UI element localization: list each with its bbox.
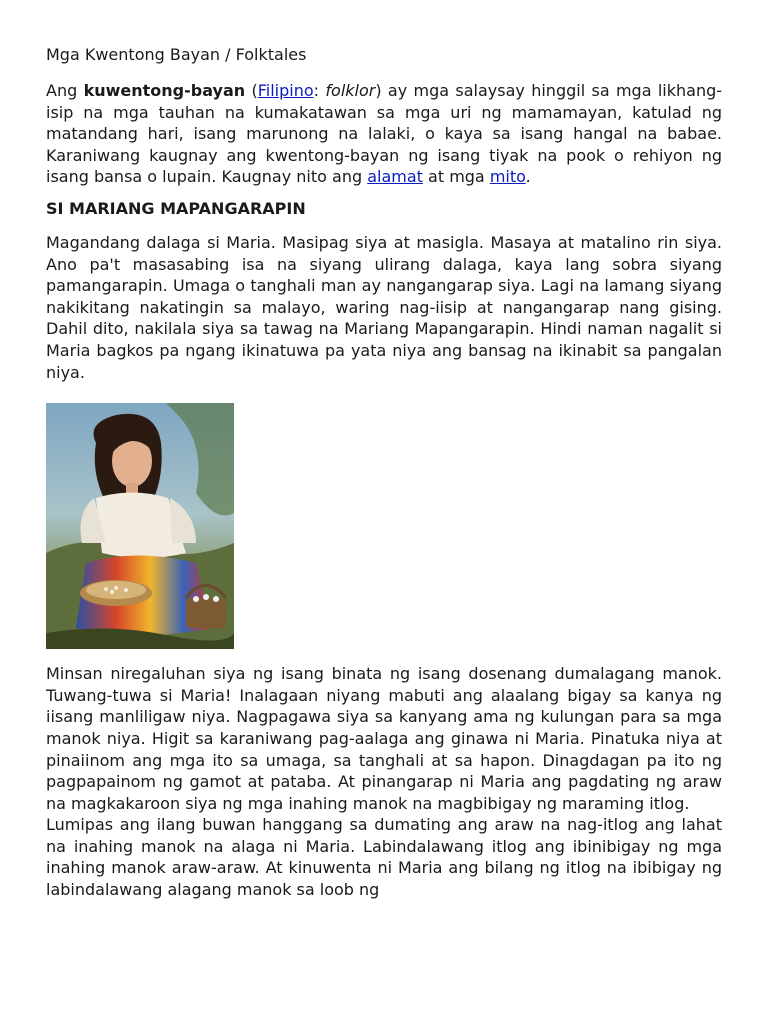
story-paragraph-3: Lumipas ang ilang buwan hanggang sa dumating ang araw na nag-itlog ang lahat na inahing manok na alaga ni Maria. Labindalawang itlog ang ibinibigay ng mga inahing manok araw-araw. At kinuwenta ni Maria ang bilang ng itlog na ibibigay ng labindalawang alagang manok sa loob ng [46,815,722,900]
link-alamat[interactable]: alamat [367,167,423,187]
intro-text-ang: Ang [46,81,84,100]
intro-term: kuwentong-bayan [83,81,246,100]
intro-paragraph [46,80,722,188]
intro-folklor: folklor [325,81,376,100]
intro-colon: : [313,81,326,100]
intro-text-end: . [525,167,531,187]
maria-painting-image [46,403,234,649]
intro-text-rest2: at mga [422,167,490,187]
intro-text-rest1: ) ay mga salaysay hinggil sa mga likhang-isip na mga tauhan na kumakatawan sa mga uri ng mamamayan, katulad ng matandang hari, isang marunong na lalaki, o kaya sa isang hangal na babae. Karaniwang kaugnay ang kwentong-bayan ng isang tiyak na pook o rehiyon ng isang bansa o lupain. Kaugnay nito ang [46,81,723,187]
maria-painting-illustration [46,403,234,649]
story-paragraph-1: Magandang dalaga si Maria. Masipag siya at masigla. Masaya at matalino rin siya. Ano pa't masasabing isa na siyang ulirang dalaga, kaya lang sobra siyang pamangarapin. Umaga o tanghali man ay nangangarap siya. Lagi na lamang siyang nakikitang nakatingin sa malayo, waring nag-iisip at nangangarap nang gising. Dahil dito, nakilala siya sa tawag na Mariang Mapangarapin. Hindi naman nagalit si Maria bagkos pa ngang ikinatuwa pa yata niya ang bansag na ikinabit sa pangalan niya. [46,232,722,382]
story-title: SI MARIANG MAPANGARAPIN [46,198,306,218]
link-mito[interactable]: mito [489,167,526,187]
story-paragraph-2: Minsan niregaluhan siya ng isang binata ng isang dosenang dumalagang manok. Tuwang-tuwa si Maria! Inalagaan niyang mabuti ang alaalang bigay sa kanya ng iisang manliligaw niya. Nagpagawa siya sa kanyang ama ng kulungan para sa mga manok niya. Higit sa karaniwang pag-aalaga ang ginawa ni Maria. Pinatuka niya at pinaiinom ang mga ito sa umaga, sa tanghali at sa hapon. Dinagdagan pa ito ng pagpapainom ng gamot at pataba. At pinangarap ni Maria ang pagdating ng araw na magkakaroon siya ng mga inahing manok na magbibigay ng maraming itlog. [46,664,722,813]
document-page [46,44,722,901]
document-header: Mga Kwentong Bayan / Folktales [46,45,307,64]
link-filipino[interactable]: Filipino [257,81,314,100]
intro-paren-open: ( [245,81,258,100]
